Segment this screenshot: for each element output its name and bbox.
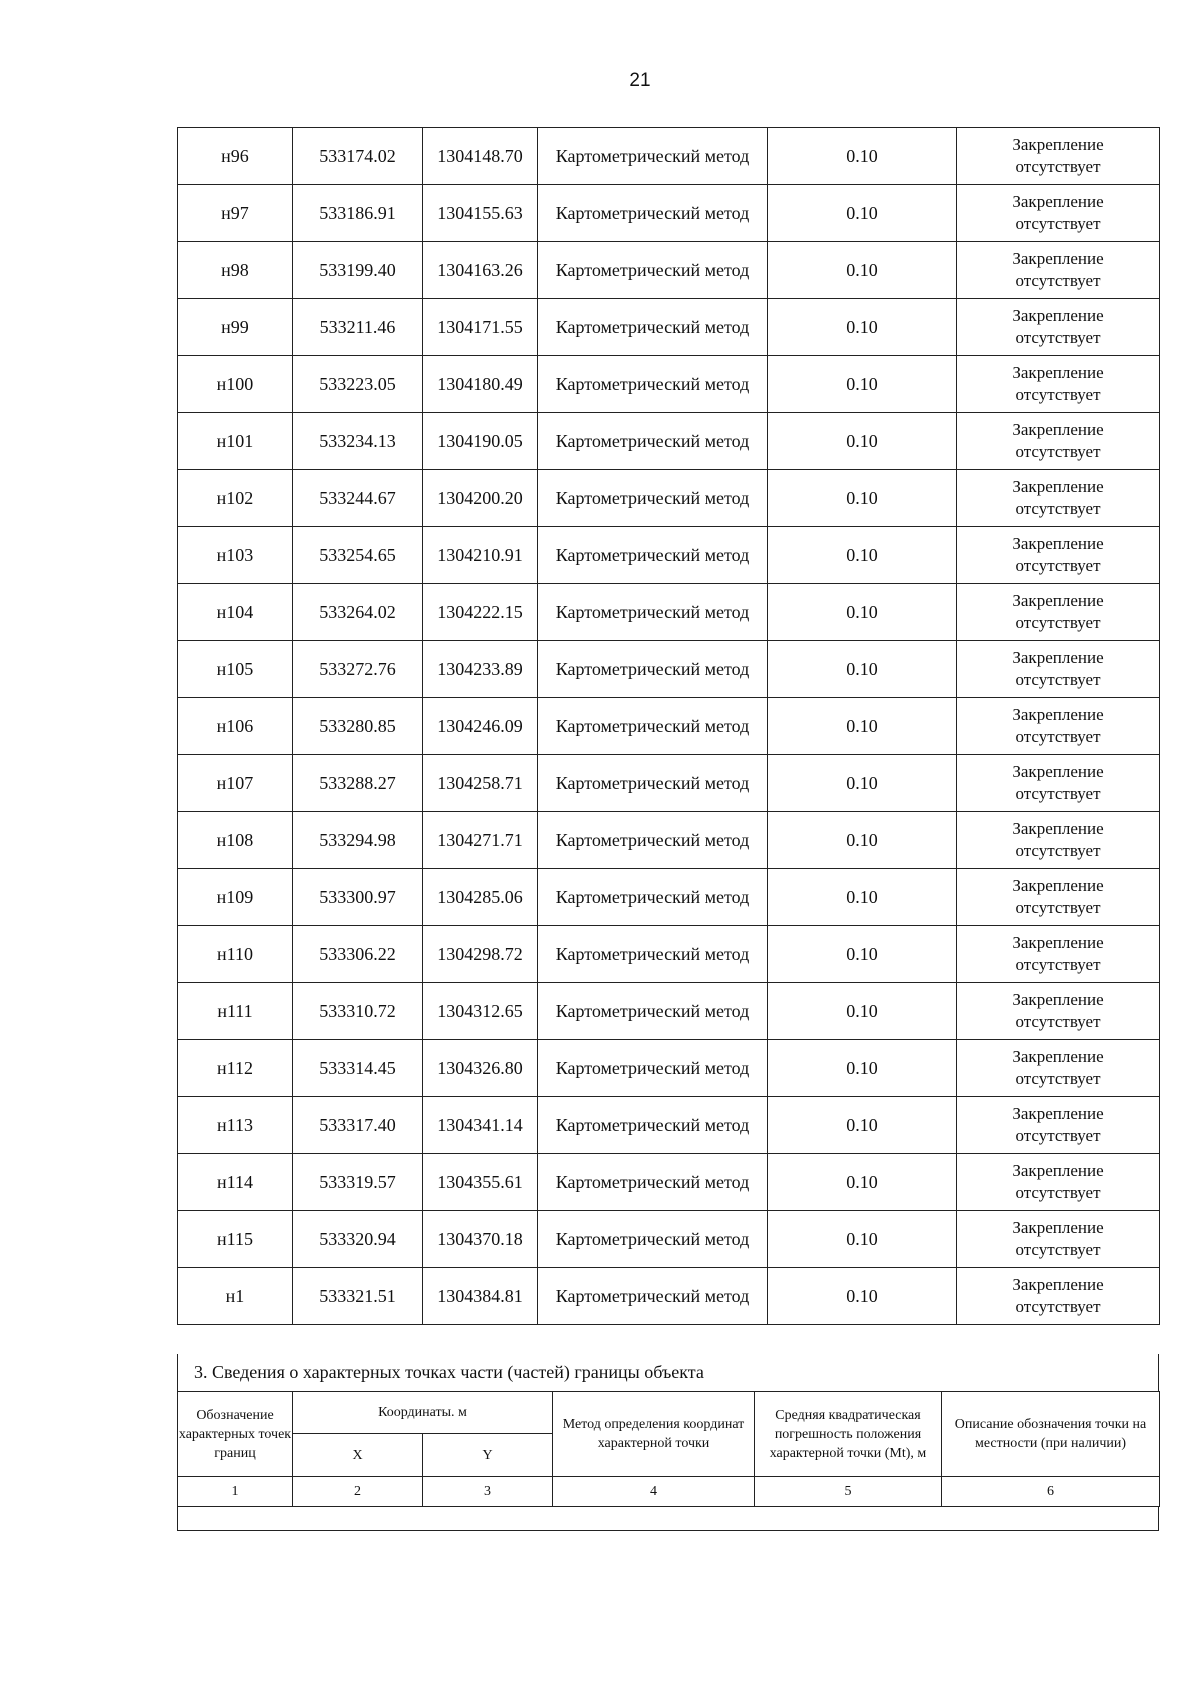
fixation-line-2: отсутствует bbox=[1015, 784, 1101, 803]
method-cell: Картометрический метод bbox=[538, 128, 768, 185]
fixation-cell bbox=[957, 755, 1160, 812]
table-row bbox=[178, 983, 1160, 1040]
fixation-line-1: Закрепление bbox=[1012, 648, 1104, 667]
fixation-cell bbox=[957, 242, 1160, 299]
fixation-line-1: Закрепление bbox=[1012, 534, 1104, 553]
fixation-line-1: Закрепление bbox=[1012, 990, 1104, 1009]
y-cell: 1304341.14 bbox=[423, 1097, 538, 1154]
fixation-line-2: отсутствует bbox=[1015, 499, 1101, 518]
fixation-line-2: отсутствует bbox=[1015, 442, 1101, 461]
fixation-cell bbox=[957, 1268, 1160, 1325]
point-cell: н105 bbox=[178, 641, 293, 698]
method-cell: Картометрический метод bbox=[538, 413, 768, 470]
y-cell: 1304233.89 bbox=[423, 641, 538, 698]
fixation-line-1: Закрепление bbox=[1012, 762, 1104, 781]
fixation-line-1: Закрепление bbox=[1012, 1047, 1104, 1066]
fixation-line-1: Закрепление bbox=[1012, 1104, 1104, 1123]
header-x: X bbox=[293, 1434, 423, 1477]
mt-cell: 0.10 bbox=[768, 185, 957, 242]
section-3-title: 3. Сведения о характерных точках части (частей) границы объекта bbox=[177, 1354, 1159, 1392]
mt-cell: 0.10 bbox=[768, 641, 957, 698]
method-cell: Картометрический метод bbox=[538, 1211, 768, 1268]
y-cell: 1304258.71 bbox=[423, 755, 538, 812]
mt-cell: 0.10 bbox=[768, 413, 957, 470]
fixation-cell bbox=[957, 527, 1160, 584]
header-mt: Средняя квадратическая погрешность положения характерной точки (Mt), м bbox=[755, 1392, 942, 1477]
table-row bbox=[178, 413, 1160, 470]
y-cell: 1304370.18 bbox=[423, 1211, 538, 1268]
table-row bbox=[178, 299, 1160, 356]
fixation-line-2: отсутствует bbox=[1015, 670, 1101, 689]
point-cell: н97 bbox=[178, 185, 293, 242]
fixation-line-1: Закрепление bbox=[1012, 705, 1104, 724]
column-number-1: 1 bbox=[178, 1477, 293, 1507]
table-row bbox=[178, 1268, 1160, 1325]
fixation-line-1: Закрепление bbox=[1012, 1218, 1104, 1237]
fixation-cell bbox=[957, 983, 1160, 1040]
header-method: Метод определения координат характерной точки bbox=[553, 1392, 755, 1477]
x-cell: 533234.13 bbox=[293, 413, 423, 470]
table-row bbox=[178, 128, 1160, 185]
y-cell: 1304200.20 bbox=[423, 470, 538, 527]
table-row bbox=[178, 185, 1160, 242]
fixation-line-1: Закрепление bbox=[1012, 135, 1104, 154]
method-cell: Картометрический метод bbox=[538, 299, 768, 356]
point-cell: н110 bbox=[178, 926, 293, 983]
method-cell: Картометрический метод bbox=[538, 1154, 768, 1211]
fixation-cell bbox=[957, 869, 1160, 926]
table-row bbox=[178, 527, 1160, 584]
point-cell: н100 bbox=[178, 356, 293, 413]
mt-cell: 0.10 bbox=[768, 1211, 957, 1268]
point-cell: н112 bbox=[178, 1040, 293, 1097]
y-cell: 1304163.26 bbox=[423, 242, 538, 299]
header-description: Описание обозначения точки на местности (при наличии) bbox=[942, 1392, 1160, 1477]
x-cell: 533244.67 bbox=[293, 470, 423, 527]
point-cell: н103 bbox=[178, 527, 293, 584]
mt-cell: 0.10 bbox=[768, 1154, 957, 1211]
mt-cell: 0.10 bbox=[768, 527, 957, 584]
column-number-5: 5 bbox=[755, 1477, 942, 1507]
table-row bbox=[178, 584, 1160, 641]
point-cell: н99 bbox=[178, 299, 293, 356]
mt-cell: 0.10 bbox=[768, 470, 957, 527]
table-row bbox=[178, 356, 1160, 413]
fixation-line-2: отсутствует bbox=[1015, 271, 1101, 290]
fixation-line-1: Закрепление bbox=[1012, 306, 1104, 325]
method-cell: Картометрический метод bbox=[538, 470, 768, 527]
table-row bbox=[178, 1154, 1160, 1211]
page-number: 21 bbox=[629, 70, 651, 91]
y-cell: 1304246.09 bbox=[423, 698, 538, 755]
y-cell: 1304171.55 bbox=[423, 299, 538, 356]
fixation-line-2: отсутствует bbox=[1015, 1240, 1101, 1259]
fixation-cell bbox=[957, 812, 1160, 869]
method-cell: Картометрический метод bbox=[538, 584, 768, 641]
point-cell: н104 bbox=[178, 584, 293, 641]
table-row bbox=[178, 698, 1160, 755]
fixation-line-2: отсутствует bbox=[1015, 841, 1101, 860]
header-coordinates: Координаты. м bbox=[293, 1392, 553, 1434]
y-cell: 1304298.72 bbox=[423, 926, 538, 983]
mt-cell: 0.10 bbox=[768, 812, 957, 869]
mt-cell: 0.10 bbox=[768, 356, 957, 413]
table-row bbox=[178, 242, 1160, 299]
fixation-line-2: отсутствует bbox=[1015, 157, 1101, 176]
method-cell: Картометрический метод bbox=[538, 983, 768, 1040]
fixation-line-1: Закрепление bbox=[1012, 591, 1104, 610]
x-cell: 533199.40 bbox=[293, 242, 423, 299]
fixation-line-1: Закрепление bbox=[1012, 192, 1104, 211]
table-row bbox=[178, 1040, 1160, 1097]
fixation-cell bbox=[957, 641, 1160, 698]
method-cell: Картометрический метод bbox=[538, 812, 768, 869]
x-cell: 533294.98 bbox=[293, 812, 423, 869]
mt-cell: 0.10 bbox=[768, 755, 957, 812]
x-cell: 533174.02 bbox=[293, 128, 423, 185]
x-cell: 533300.97 bbox=[293, 869, 423, 926]
x-cell: 533320.94 bbox=[293, 1211, 423, 1268]
y-cell: 1304326.80 bbox=[423, 1040, 538, 1097]
column-number-4: 4 bbox=[553, 1477, 755, 1507]
mt-cell: 0.10 bbox=[768, 584, 957, 641]
mt-cell: 0.10 bbox=[768, 1097, 957, 1154]
fixation-line-1: Закрепление bbox=[1012, 420, 1104, 439]
point-cell: н108 bbox=[178, 812, 293, 869]
table-row bbox=[178, 926, 1160, 983]
y-cell: 1304285.06 bbox=[423, 869, 538, 926]
table-row bbox=[178, 470, 1160, 527]
fixation-cell bbox=[957, 299, 1160, 356]
points-table bbox=[177, 127, 1160, 1325]
fixation-cell bbox=[957, 470, 1160, 527]
fixation-line-2: отсутствует bbox=[1015, 955, 1101, 974]
table-row bbox=[178, 1211, 1160, 1268]
header-point: Обозначение характерных точек границ bbox=[178, 1392, 293, 1477]
point-cell: н111 bbox=[178, 983, 293, 1040]
x-cell: 533306.22 bbox=[293, 926, 423, 983]
y-cell: 1304384.81 bbox=[423, 1268, 538, 1325]
mt-cell: 0.10 bbox=[768, 698, 957, 755]
mt-cell: 0.10 bbox=[768, 869, 957, 926]
x-cell: 533186.91 bbox=[293, 185, 423, 242]
fixation-line-1: Закрепление bbox=[1012, 819, 1104, 838]
fixation-cell bbox=[957, 1211, 1160, 1268]
point-cell: н114 bbox=[178, 1154, 293, 1211]
fixation-line-2: отсутствует bbox=[1015, 1126, 1101, 1145]
fixation-line-1: Закрепление bbox=[1012, 363, 1104, 382]
y-cell: 1304180.49 bbox=[423, 356, 538, 413]
mt-cell: 0.10 bbox=[768, 242, 957, 299]
method-cell: Картометрический метод bbox=[538, 1268, 768, 1325]
fixation-line-1: Закрепление bbox=[1012, 1161, 1104, 1180]
fixation-line-2: отсутствует bbox=[1015, 898, 1101, 917]
mt-cell: 0.10 bbox=[768, 1268, 957, 1325]
section-3-table bbox=[177, 1391, 1160, 1507]
method-cell: Картометрический метод bbox=[538, 641, 768, 698]
method-cell: Картометрический метод bbox=[538, 926, 768, 983]
method-cell: Картометрический метод bbox=[538, 698, 768, 755]
method-cell: Картометрический метод bbox=[538, 755, 768, 812]
column-number-2: 2 bbox=[293, 1477, 423, 1507]
header-y: Y bbox=[423, 1434, 553, 1477]
fixation-line-1: Закрепление bbox=[1012, 1275, 1104, 1294]
fixation-line-2: отсутствует bbox=[1015, 613, 1101, 632]
fixation-cell bbox=[957, 584, 1160, 641]
fixation-line-2: отсутствует bbox=[1015, 214, 1101, 233]
y-cell: 1304271.71 bbox=[423, 812, 538, 869]
table-row bbox=[178, 812, 1160, 869]
y-cell: 1304222.15 bbox=[423, 584, 538, 641]
y-cell: 1304312.65 bbox=[423, 983, 538, 1040]
point-cell: н109 bbox=[178, 869, 293, 926]
table-row bbox=[178, 869, 1160, 926]
x-cell: 533264.02 bbox=[293, 584, 423, 641]
method-cell: Картометрический метод bbox=[538, 185, 768, 242]
fixation-cell bbox=[957, 926, 1160, 983]
points-table-body bbox=[178, 128, 1160, 1325]
method-cell: Картометрический метод bbox=[538, 356, 768, 413]
fixation-line-2: отсутствует bbox=[1015, 1069, 1101, 1088]
point-cell: н102 bbox=[178, 470, 293, 527]
fixation-line-2: отсутствует bbox=[1015, 328, 1101, 347]
fixation-line-2: отсутствует bbox=[1015, 556, 1101, 575]
mt-cell: 0.10 bbox=[768, 128, 957, 185]
y-cell: 1304190.05 bbox=[423, 413, 538, 470]
fixation-cell bbox=[957, 698, 1160, 755]
table-row bbox=[178, 641, 1160, 698]
x-cell: 533272.76 bbox=[293, 641, 423, 698]
point-cell: н1 bbox=[178, 1268, 293, 1325]
point-cell: н107 bbox=[178, 755, 293, 812]
fixation-line-2: отсутствует bbox=[1015, 727, 1101, 746]
y-cell: 1304210.91 bbox=[423, 527, 538, 584]
fixation-line-1: Закрепление bbox=[1012, 249, 1104, 268]
x-cell: 533319.57 bbox=[293, 1154, 423, 1211]
x-cell: 533288.27 bbox=[293, 755, 423, 812]
fixation-line-2: отсутствует bbox=[1015, 385, 1101, 404]
fixation-cell bbox=[957, 1040, 1160, 1097]
empty-data-row bbox=[177, 1507, 1159, 1531]
point-cell: н115 bbox=[178, 1211, 293, 1268]
x-cell: 533211.46 bbox=[293, 299, 423, 356]
method-cell: Картометрический метод bbox=[538, 1040, 768, 1097]
fixation-line-1: Закрепление bbox=[1012, 876, 1104, 895]
x-cell: 533314.45 bbox=[293, 1040, 423, 1097]
fixation-line-1: Закрепление bbox=[1012, 933, 1104, 952]
mt-cell: 0.10 bbox=[768, 983, 957, 1040]
point-cell: н96 bbox=[178, 128, 293, 185]
fixation-cell bbox=[957, 356, 1160, 413]
mt-cell: 0.10 bbox=[768, 926, 957, 983]
mt-cell: 0.10 bbox=[768, 299, 957, 356]
fixation-line-2: отсутствует bbox=[1015, 1297, 1101, 1316]
method-cell: Картометрический метод bbox=[538, 527, 768, 584]
fixation-line-2: отсутствует bbox=[1015, 1183, 1101, 1202]
point-cell: н101 bbox=[178, 413, 293, 470]
fixation-cell bbox=[957, 1154, 1160, 1211]
table-row bbox=[178, 1097, 1160, 1154]
y-cell: 1304355.61 bbox=[423, 1154, 538, 1211]
column-number-3: 3 bbox=[423, 1477, 553, 1507]
x-cell: 533280.85 bbox=[293, 698, 423, 755]
table-row bbox=[178, 755, 1160, 812]
fixation-cell bbox=[957, 185, 1160, 242]
point-cell: н113 bbox=[178, 1097, 293, 1154]
method-cell: Картометрический метод bbox=[538, 1097, 768, 1154]
y-cell: 1304155.63 bbox=[423, 185, 538, 242]
x-cell: 533254.65 bbox=[293, 527, 423, 584]
x-cell: 533321.51 bbox=[293, 1268, 423, 1325]
x-cell: 533317.40 bbox=[293, 1097, 423, 1154]
method-cell: Картометрический метод bbox=[538, 242, 768, 299]
point-cell: н98 bbox=[178, 242, 293, 299]
fixation-cell bbox=[957, 1097, 1160, 1154]
mt-cell: 0.10 bbox=[768, 1040, 957, 1097]
fixation-line-1: Закрепление bbox=[1012, 477, 1104, 496]
fixation-cell bbox=[957, 128, 1160, 185]
column-number-6: 6 bbox=[942, 1477, 1160, 1507]
x-cell: 533223.05 bbox=[293, 356, 423, 413]
method-cell: Картометрический метод bbox=[538, 869, 768, 926]
point-cell: н106 bbox=[178, 698, 293, 755]
fixation-cell bbox=[957, 413, 1160, 470]
y-cell: 1304148.70 bbox=[423, 128, 538, 185]
x-cell: 533310.72 bbox=[293, 983, 423, 1040]
fixation-line-2: отсутствует bbox=[1015, 1012, 1101, 1031]
